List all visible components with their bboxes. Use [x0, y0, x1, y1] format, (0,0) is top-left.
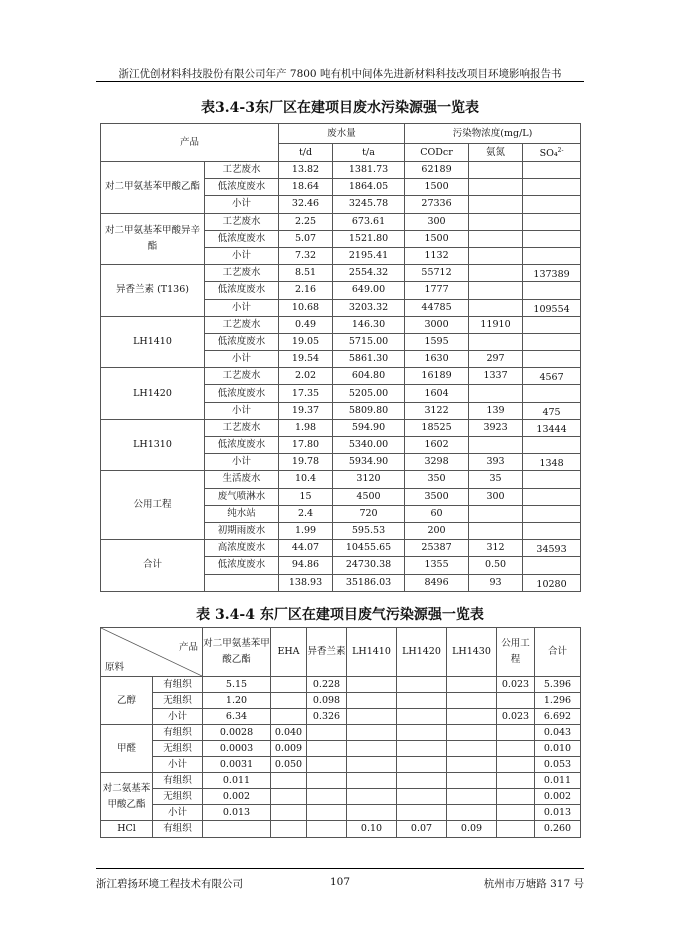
- ammonia-cell: 1337: [469, 368, 523, 385]
- annual-volume-cell: 5205.00: [333, 385, 405, 402]
- wastewater-type-cell: 高浓度废水: [205, 540, 279, 557]
- daily-volume-cell: 32.46: [279, 196, 333, 213]
- ammonia-cell: 297: [469, 351, 523, 368]
- water-volume-header: 废水量: [279, 124, 405, 144]
- ammonia-cell: 35: [469, 471, 523, 488]
- wastewater-type-cell: 生活废水: [205, 471, 279, 488]
- emission-type-cell: 小计: [153, 709, 203, 725]
- wastewater-row: [101, 265, 581, 282]
- emission-value-cell: [497, 805, 535, 821]
- annual-volume-cell: 5340.00: [333, 437, 405, 454]
- sulfate-cell: 475: [523, 402, 581, 419]
- product-name-cell: 公用工程: [101, 471, 205, 540]
- emission-row: [101, 805, 581, 821]
- emission-value-cell: 5.15: [203, 677, 271, 693]
- cod-cell: 27336: [405, 196, 469, 213]
- wastewater-type-cell: 低浓度废水: [205, 333, 279, 350]
- daily-volume-cell: 19.78: [279, 454, 333, 471]
- emission-row: [101, 725, 581, 741]
- emission-row: [101, 757, 581, 773]
- sulfate-cell: [523, 230, 581, 247]
- annual-volume-cell: 1864.05: [333, 179, 405, 196]
- annual-volume-cell: 2195.41: [333, 247, 405, 264]
- emission-value-cell: 0.009: [271, 741, 307, 757]
- wastewater-row: [101, 162, 581, 179]
- annual-volume-cell: 5809.80: [333, 402, 405, 419]
- emission-value-cell: 0.260: [535, 821, 581, 838]
- product-name-cell: 对二甲氨基苯甲酸异辛酯: [101, 213, 205, 265]
- wastewater-type-cell: 小计: [205, 454, 279, 471]
- annual-volume-cell: 10455.65: [333, 540, 405, 557]
- daily-volume-cell: 5.07: [279, 230, 333, 247]
- cod-cell: 1604: [405, 385, 469, 402]
- emission-value-cell: 0.023: [497, 677, 535, 693]
- ammonia-cell: 300: [469, 488, 523, 505]
- daily-volume-cell: 94.86: [279, 557, 333, 574]
- cod-cell: 3000: [405, 316, 469, 333]
- emission-value-cell: [347, 741, 397, 757]
- emission-value-cell: [447, 709, 497, 725]
- ammonia-cell: 139: [469, 402, 523, 419]
- ammonia-cell: [469, 196, 523, 213]
- wastewater-type-cell: [205, 574, 279, 591]
- material-name-cell: 甲醛: [101, 725, 153, 773]
- daily-volume-cell: 7.32: [279, 247, 333, 264]
- daily-volume-cell: 19.54: [279, 351, 333, 368]
- cod-cell: 200: [405, 522, 469, 539]
- column-header: LH1410: [347, 628, 397, 677]
- sulfate-cell: 1348: [523, 454, 581, 471]
- running-header: 浙江优创材料科技股份有限公司年产 7800 吨有机中间体先进新材料科技改项目环境影响报告书: [118, 68, 562, 80]
- sulfate-cell: [523, 196, 581, 213]
- emission-value-cell: 1.20: [203, 693, 271, 709]
- emission-type-cell: 小计: [153, 805, 203, 821]
- emission-value-cell: [307, 757, 347, 773]
- daily-volume-cell: 2.02: [279, 368, 333, 385]
- ammonia-cell: [469, 505, 523, 522]
- emission-type-cell: 无组织: [153, 789, 203, 805]
- emission-value-cell: [497, 789, 535, 805]
- sulfate-cell: [523, 557, 581, 574]
- annual-volume-cell: 649.00: [333, 282, 405, 299]
- cod-cell: 18525: [405, 419, 469, 436]
- emission-value-cell: [447, 693, 497, 709]
- cod-cell: 1500: [405, 230, 469, 247]
- daily-volume-cell: 44.07: [279, 540, 333, 557]
- column-header: 对二甲氨基苯甲酸乙酯: [203, 628, 271, 677]
- emission-value-cell: [447, 757, 497, 773]
- emission-value-cell: [347, 693, 397, 709]
- emission-row: [101, 789, 581, 805]
- wastewater-row: [101, 540, 581, 557]
- sulfate-cell: [523, 213, 581, 230]
- wastewater-type-cell: 工艺废水: [205, 316, 279, 333]
- emission-value-cell: [397, 741, 447, 757]
- sulfate-cell: [523, 316, 581, 333]
- annual-volume-cell: 594.90: [333, 419, 405, 436]
- cod-cell: 1630: [405, 351, 469, 368]
- emission-value-cell: 0.010: [535, 741, 581, 757]
- wastewater-type-cell: 工艺废水: [205, 265, 279, 282]
- footer-rule: [96, 868, 584, 869]
- emission-value-cell: [447, 741, 497, 757]
- emission-value-cell: 0.053: [535, 757, 581, 773]
- emission-value-cell: [397, 677, 447, 693]
- sulfate-cell: [523, 247, 581, 264]
- ammonia-cell: 3923: [469, 419, 523, 436]
- wastewater-type-cell: 工艺废水: [205, 368, 279, 385]
- emission-value-cell: 0.228: [307, 677, 347, 693]
- cod-cell: 1602: [405, 437, 469, 454]
- emission-type-cell: 有组织: [153, 725, 203, 741]
- cod-cell: 55712: [405, 265, 469, 282]
- cod-cell: 1777: [405, 282, 469, 299]
- emission-value-cell: 0.013: [203, 805, 271, 821]
- cod-cell: 300: [405, 213, 469, 230]
- cod-cell: 8496: [405, 574, 469, 591]
- wastewater-type-cell: 低浓度废水: [205, 557, 279, 574]
- emission-value-cell: [397, 789, 447, 805]
- ammonia-cell: [469, 179, 523, 196]
- emission-type-cell: 无组织: [153, 741, 203, 757]
- wastewater-row: [101, 419, 581, 436]
- annual-volume-cell: 3120: [333, 471, 405, 488]
- emission-type-cell: 有组织: [153, 773, 203, 789]
- product-name-cell: LH1420: [101, 368, 205, 420]
- td-header: t/d: [279, 144, 333, 162]
- sulfate-cell: [523, 385, 581, 402]
- annual-volume-cell: 720: [333, 505, 405, 522]
- product-header: 产品: [101, 124, 279, 162]
- daily-volume-cell: 10.68: [279, 299, 333, 316]
- wastewater-type-cell: 低浓度废水: [205, 282, 279, 299]
- cod-cell: 62189: [405, 162, 469, 179]
- cod-cell: 3122: [405, 402, 469, 419]
- sulfate-cell: 10280: [523, 574, 581, 591]
- wastewater-type-cell: 低浓度废水: [205, 179, 279, 196]
- emission-value-cell: [347, 805, 397, 821]
- ammonia-cell: 393: [469, 454, 523, 471]
- emission-value-cell: [447, 677, 497, 693]
- wastewater-type-cell: 工艺废水: [205, 213, 279, 230]
- emission-value-cell: [271, 709, 307, 725]
- emission-value-cell: 6.692: [535, 709, 581, 725]
- cod-cell: 25387: [405, 540, 469, 557]
- annual-volume-cell: 1521.80: [333, 230, 405, 247]
- emission-value-cell: [497, 821, 535, 838]
- material-name-cell: HCl: [101, 821, 153, 838]
- column-header: EHA: [271, 628, 307, 677]
- emission-value-cell: [271, 789, 307, 805]
- ammonia-cell: [469, 385, 523, 402]
- annual-volume-cell: 5715.00: [333, 333, 405, 350]
- column-header: 公用工程: [497, 628, 535, 677]
- annual-volume-cell: 1381.73: [333, 162, 405, 179]
- emission-value-cell: [307, 741, 347, 757]
- emission-type-cell: 无组织: [153, 693, 203, 709]
- annual-volume-cell: 35186.03: [333, 574, 405, 591]
- column-header: LH1430: [447, 628, 497, 677]
- emission-value-cell: [497, 741, 535, 757]
- emission-row: [101, 709, 581, 725]
- wastewater-type-cell: 小计: [205, 351, 279, 368]
- emission-value-cell: [497, 757, 535, 773]
- annual-volume-cell: 4500: [333, 488, 405, 505]
- footer-company: 浙江碧扬环境工程技术有限公司: [96, 878, 243, 890]
- daily-volume-cell: 8.51: [279, 265, 333, 282]
- cod-cell: 1355: [405, 557, 469, 574]
- daily-volume-cell: 2.25: [279, 213, 333, 230]
- annual-volume-cell: 3203.32: [333, 299, 405, 316]
- emission-value-cell: 0.098: [307, 693, 347, 709]
- cod-cell: 1500: [405, 179, 469, 196]
- wastewater-row: [101, 213, 581, 230]
- wastewater-type-cell: 小计: [205, 402, 279, 419]
- sulfate-cell: 109554: [523, 299, 581, 316]
- product-name-cell: 异香兰素 (T136): [101, 265, 205, 317]
- sulfate-cell: 4567: [523, 368, 581, 385]
- emission-value-cell: [497, 693, 535, 709]
- daily-volume-cell: 138.93: [279, 574, 333, 591]
- emission-value-cell: 5.396: [535, 677, 581, 693]
- annual-volume-cell: 146.30: [333, 316, 405, 333]
- sulfate-cell: 137389: [523, 265, 581, 282]
- emission-value-cell: 0.043: [535, 725, 581, 741]
- emission-value-cell: [397, 773, 447, 789]
- emission-value-cell: 0.013: [535, 805, 581, 821]
- emission-value-cell: 0.002: [535, 789, 581, 805]
- emission-value-cell: [397, 693, 447, 709]
- cod-cell: 60: [405, 505, 469, 522]
- daily-volume-cell: 0.49: [279, 316, 333, 333]
- ammonia-cell: [469, 162, 523, 179]
- wastewater-type-cell: 工艺废水: [205, 419, 279, 436]
- emission-value-cell: [347, 773, 397, 789]
- cod-cell: 16189: [405, 368, 469, 385]
- daily-volume-cell: 18.64: [279, 179, 333, 196]
- emission-row: [101, 677, 581, 693]
- product-name-cell: LH1410: [101, 316, 205, 368]
- ammonia-cell: [469, 333, 523, 350]
- emission-value-cell: [447, 725, 497, 741]
- wastewater-type-cell: 低浓度废水: [205, 230, 279, 247]
- emission-value-cell: [271, 677, 307, 693]
- product-name-cell: 合计: [101, 540, 205, 592]
- wastewater-type-cell: 低浓度废水: [205, 385, 279, 402]
- emission-value-cell: [271, 773, 307, 789]
- emission-value-cell: [497, 773, 535, 789]
- annual-volume-cell: 595.53: [333, 522, 405, 539]
- table2-caption: 表 3.4-4 东厂区在建项目废气污染源强一览表: [196, 607, 484, 623]
- emission-row: [101, 821, 581, 838]
- product-name-cell: 对二甲氨基苯甲酸乙酯: [101, 162, 205, 214]
- wastewater-type-cell: 小计: [205, 247, 279, 264]
- emission-value-cell: [271, 805, 307, 821]
- cod-header: CODcr: [405, 144, 469, 162]
- cod-cell: 3500: [405, 488, 469, 505]
- emission-value-cell: 0.0028: [203, 725, 271, 741]
- emission-row: [101, 693, 581, 709]
- emission-value-cell: 0.10: [347, 821, 397, 838]
- cod-cell: 1595: [405, 333, 469, 350]
- daily-volume-cell: 17.35: [279, 385, 333, 402]
- sulfate-cell: [523, 351, 581, 368]
- ammonia-cell: [469, 213, 523, 230]
- corner-header-cell: [101, 628, 203, 677]
- sulfate-cell: [523, 162, 581, 179]
- emission-value-cell: [347, 677, 397, 693]
- ta-header: t/a: [333, 144, 405, 162]
- sulfate-cell: [523, 505, 581, 522]
- daily-volume-cell: 17.80: [279, 437, 333, 454]
- emission-value-cell: [307, 725, 347, 741]
- table1-caption: 表3.4-3东厂区在建项目废水污染源强一览表: [201, 100, 479, 116]
- sulfate-cell: [523, 282, 581, 299]
- emission-value-cell: [347, 709, 397, 725]
- ammonia-header: 氨氮: [469, 144, 523, 162]
- emission-row: [101, 741, 581, 757]
- sulfate-cell: 34593: [523, 540, 581, 557]
- emission-value-cell: 0.011: [535, 773, 581, 789]
- emission-value-cell: [347, 725, 397, 741]
- annual-volume-cell: 3245.78: [333, 196, 405, 213]
- daily-volume-cell: 19.05: [279, 333, 333, 350]
- emission-value-cell: [347, 789, 397, 805]
- emission-value-cell: 0.0031: [203, 757, 271, 773]
- emission-value-cell: [307, 805, 347, 821]
- emission-value-cell: 0.09: [447, 821, 497, 838]
- annual-volume-cell: 5934.90: [333, 454, 405, 471]
- daily-volume-cell: 13.82: [279, 162, 333, 179]
- emission-value-cell: [307, 821, 347, 838]
- emission-type-cell: 有组织: [153, 677, 203, 693]
- concentration-header: 污染物浓度(mg/L): [405, 124, 581, 144]
- product-name-cell: LH1310: [101, 419, 205, 471]
- sulfate-cell: 13444: [523, 419, 581, 436]
- emission-value-cell: 0.002: [203, 789, 271, 805]
- emission-value-cell: [271, 693, 307, 709]
- sulfate-cell: [523, 471, 581, 488]
- cod-cell: 350: [405, 471, 469, 488]
- sulfate-cell: [523, 488, 581, 505]
- ammonia-cell: [469, 522, 523, 539]
- wastewater-row: [101, 316, 581, 333]
- emission-value-cell: 0.011: [203, 773, 271, 789]
- emission-value-cell: [307, 789, 347, 805]
- emission-value-cell: 1.296: [535, 693, 581, 709]
- material-name-cell: 乙醇: [101, 677, 153, 725]
- wastewater-type-cell: 低浓度废水: [205, 437, 279, 454]
- material-name-cell: 对二氨基苯甲酸乙酯: [101, 773, 153, 821]
- column-header: 异香兰素: [307, 628, 347, 677]
- emission-value-cell: [307, 773, 347, 789]
- emission-value-cell: [397, 757, 447, 773]
- wastewater-type-cell: 小计: [205, 299, 279, 316]
- corner-product-label: 产品: [178, 642, 198, 653]
- emission-value-cell: [203, 821, 271, 838]
- ammonia-cell: [469, 247, 523, 264]
- emission-row: [101, 773, 581, 789]
- daily-volume-cell: 1.99: [279, 522, 333, 539]
- emission-value-cell: [397, 725, 447, 741]
- daily-volume-cell: 19.37: [279, 402, 333, 419]
- emission-value-cell: [397, 709, 447, 725]
- wastewater-type-cell: 小计: [205, 196, 279, 213]
- ammonia-cell: 11910: [469, 316, 523, 333]
- wastewater-type-cell: 废气喷淋水: [205, 488, 279, 505]
- ammonia-cell: [469, 437, 523, 454]
- cod-cell: 1132: [405, 247, 469, 264]
- emission-value-cell: 0.050: [271, 757, 307, 773]
- daily-volume-cell: 2.16: [279, 282, 333, 299]
- daily-volume-cell: 15: [279, 488, 333, 505]
- daily-volume-cell: 2.4: [279, 505, 333, 522]
- annual-volume-cell: 604.80: [333, 368, 405, 385]
- annual-volume-cell: 5861.30: [333, 351, 405, 368]
- exhaust-gas-table: [100, 627, 581, 838]
- ammonia-cell: [469, 230, 523, 247]
- ammonia-cell: [469, 265, 523, 282]
- wastewater-type-cell: 工艺废水: [205, 162, 279, 179]
- emission-value-cell: [447, 805, 497, 821]
- emission-type-cell: 小计: [153, 757, 203, 773]
- wastewater-type-cell: 纯水站: [205, 505, 279, 522]
- sulfate-header: SO₄$^{2-}$: [523, 144, 581, 162]
- wastewater-row: [101, 471, 581, 488]
- sulfate-cell: [523, 437, 581, 454]
- wastewater-row: [101, 368, 581, 385]
- sulfate-cell: [523, 179, 581, 196]
- sulfate-cell: [523, 522, 581, 539]
- cod-cell: 44785: [405, 299, 469, 316]
- emission-value-cell: 0.0003: [203, 741, 271, 757]
- corner-material-label: 原料: [105, 662, 125, 673]
- column-header: 合计: [535, 628, 581, 677]
- sulfate-cell: [523, 333, 581, 350]
- ammonia-cell: 312: [469, 540, 523, 557]
- emission-value-cell: [347, 757, 397, 773]
- ammonia-cell: [469, 299, 523, 316]
- emission-value-cell: 0.326: [307, 709, 347, 725]
- header-rule: [96, 81, 584, 82]
- footer-address: 杭州市万塘路 317 号: [483, 878, 584, 890]
- emission-value-cell: [397, 805, 447, 821]
- wastewater-type-cell: 初期雨废水: [205, 522, 279, 539]
- emission-value-cell: 0.040: [271, 725, 307, 741]
- emission-value-cell: [271, 821, 307, 838]
- annual-volume-cell: 673.61: [333, 213, 405, 230]
- cod-cell: 3298: [405, 454, 469, 471]
- ammonia-cell: 93: [469, 574, 523, 591]
- annual-volume-cell: 2554.32: [333, 265, 405, 282]
- emission-value-cell: 0.07: [397, 821, 447, 838]
- emission-type-cell: 有组织: [153, 821, 203, 838]
- column-header: LH1420: [397, 628, 447, 677]
- emission-value-cell: [447, 789, 497, 805]
- wastewater-table: [100, 123, 581, 592]
- page-number: 107: [329, 876, 351, 888]
- ammonia-cell: 0.50: [469, 557, 523, 574]
- daily-volume-cell: 1.98: [279, 419, 333, 436]
- emission-value-cell: 6.34: [203, 709, 271, 725]
- ammonia-cell: [469, 282, 523, 299]
- daily-volume-cell: 10.4: [279, 471, 333, 488]
- annual-volume-cell: 24730.38: [333, 557, 405, 574]
- emission-value-cell: [447, 773, 497, 789]
- emission-value-cell: [497, 725, 535, 741]
- emission-value-cell: 0.023: [497, 709, 535, 725]
